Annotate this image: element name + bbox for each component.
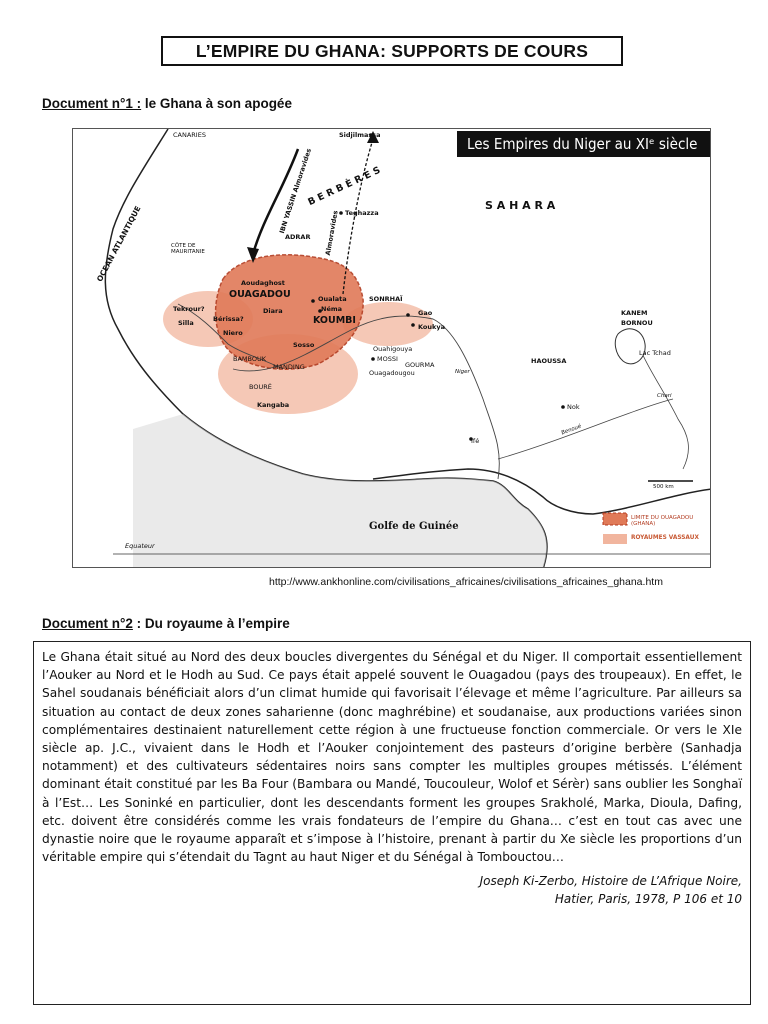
label-gao: Gao <box>418 309 433 317</box>
label-sahara: S A H A R A <box>485 199 556 212</box>
document-2-heading <box>42 616 290 631</box>
label-sonrhai: SONRHAÏ <box>369 295 403 303</box>
label-nema: Néma <box>321 305 343 313</box>
label-nok: Nok <box>567 403 580 411</box>
label-silla: Silla <box>178 319 194 327</box>
lake-tchad <box>615 329 645 364</box>
label-niero: Niero <box>223 329 243 337</box>
legend-label-vassal: ROYAUMES VASSAUX <box>631 535 699 541</box>
label-koumbi: KOUMBI <box>313 315 356 326</box>
label-berissa: Bérissa? <box>213 315 244 323</box>
label-scale: 500 km <box>653 484 674 490</box>
label-bambouk: BAMBOUK <box>233 355 266 363</box>
chari-river <box>638 344 688 469</box>
label-tekrour: Tekrour? <box>173 305 205 313</box>
label-ouagadou: OUAGADOU <box>229 289 291 300</box>
label-canaries: CANARIES <box>173 131 206 139</box>
legend-swatch-ghana <box>603 513 627 525</box>
label-mossi: MOSSI <box>377 355 398 363</box>
label-cote: CÔTE DE MAURITANIE <box>171 243 205 255</box>
label-ouahigouya: Ouahigouya <box>373 345 413 353</box>
label-benoue-river: Benoué <box>560 423 583 437</box>
document-2-label: Document n°2 <box>42 616 133 631</box>
benoue-river <box>498 399 673 459</box>
map-banner: Les Empires du Niger au XIᵉ siècle <box>457 131 711 157</box>
label-ife: Ifé <box>471 437 480 445</box>
label-oualata: Oualata <box>318 295 347 303</box>
document-1-label: Document n°1 : <box>42 96 142 111</box>
label-koukya: Koukya <box>418 323 445 331</box>
label-gourma: GOURMA <box>405 361 435 369</box>
document-1-caption: le Ghana à son apogée <box>141 96 292 111</box>
label-kangaba: Kangaba <box>257 401 290 409</box>
citation-line-1: Joseph Ki-Zerbo, Histoire de L’Afrique Noire, <box>479 874 742 889</box>
label-ibn-yassin: IBN YASSIN Almoravides <box>277 147 313 235</box>
label-sidjilmassa: Sidjilmassa <box>339 131 381 139</box>
label-diara: Diara <box>263 307 283 315</box>
label-golfe: Golfe de Guinée <box>369 521 459 532</box>
label-mandingo: MANDING <box>273 363 305 371</box>
label-niger-river: Niger <box>455 369 470 375</box>
label-lac-tchad: Lac Tchad <box>639 349 671 357</box>
label-equateur: Equateur <box>125 542 155 550</box>
label-adrar: ADRAR <box>285 233 311 241</box>
label-haoussa: HAOUSSA <box>531 357 567 365</box>
label-ouagadougou: Ouagadougou <box>369 369 415 377</box>
gulf-sea <box>133 414 547 568</box>
label-berberes: B E R B È R E S <box>306 164 383 209</box>
label-almoravides: Almoravides <box>323 209 340 257</box>
map-source-url: http://www.ankhonline.com/civilisations_africaines/civilisations_africaines_ghana.htm <box>269 576 663 588</box>
label-boure: BOURÉ <box>249 383 272 391</box>
document-2-citation <box>42 872 742 908</box>
label-teghazza: Teghazza <box>345 209 379 217</box>
document-2-body: Le Ghana était situé au Nord des deux boucles divergentes du Sénégal et du Niger. Il comportait essentiellement l’Aouker au Nord et le Hodh au Sud. Ce pays était appelé souvent le Ouagadou (pays des troupeaux). En effet, le Sahel soudanais bénéficiait alors d’un climat humide qui favorisait l’élevage et même l’agriculture. Par ailleurs sa situation au contact de deux zones saharienne (donc maghrébine) et soudanaise, aux productions variées sinon complémentaires destinaient naturellement cette région à une fructueuse fonction commerciale. Or vers le XIe siècle ap. J.C., vivaient dans le Hodh et l’Aouker conjointement des pasteurs d’origine berbère (Sanhadja notamment) et des cultivateurs sédentaires noirs sans compter les multiples groupes métissés. L’élément dominant était constitué par les Ba Four (Bambara ou Mandé, Toucouleur, Wolof et Sérèr) sans oublier les Songhaï à l’Est… Les Soninké en particulier, dont les descendants forment les groupes Srakholé, Marka, Dioula, Dafing, etc. doivent être considérés comme les vrais fondateurs de l’empire du Ghana… c’est en tout cas avec une dynastie noire que le royaume apparaît et s’impose à l’histoire, prenant à partir du Xe siècle les proportions d’un véritable empire qui s’étendait du Tagnt au haut Niger et du Sénégal à Tombouctou… <box>42 650 742 865</box>
label-kanem: KANEM <box>621 309 648 317</box>
document-1-heading <box>42 96 292 111</box>
document-2-textbox <box>33 641 751 1005</box>
label-chari-river: Chari <box>657 393 672 399</box>
legend-label-ghana: LIMITE DU OUAGADOU (GHANA) <box>631 515 694 527</box>
label-ocean: OCEAN ATLANTIQUE <box>95 204 143 284</box>
historical-map <box>72 128 711 568</box>
page-title: L’EMPIRE DU GHANA: SUPPORTS DE COURS <box>161 36 623 66</box>
label-bornou: BORNOU <box>621 319 653 327</box>
legend-swatch-vassal <box>603 534 627 544</box>
label-sosso: Sosso <box>293 341 315 349</box>
document-2-caption: : Du royaume à l’empire <box>132 616 290 631</box>
citation-line-2: Hatier, Paris, 1978, P 106 et 10 <box>554 892 742 907</box>
label-aoudaghost: Aoudaghost <box>241 279 285 287</box>
